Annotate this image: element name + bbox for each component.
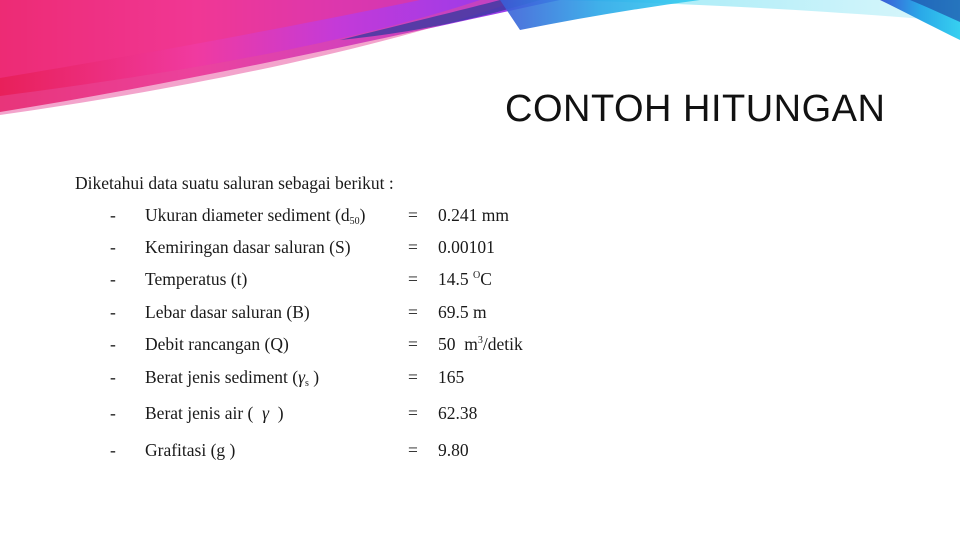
list-item bbox=[0, 205, 960, 237]
slide-title: CONTOH HITUNGAN bbox=[505, 88, 886, 130]
bullet-dash: - bbox=[110, 403, 116, 423]
row-value: 0.241 mm bbox=[438, 205, 509, 225]
row-value: 165 bbox=[438, 367, 465, 387]
row-label: Kemiringan dasar saluran (S) bbox=[145, 237, 351, 257]
list-item bbox=[0, 440, 960, 472]
row-value: 50 $m^3$/detik bbox=[438, 334, 523, 354]
equals-sign: = bbox=[408, 440, 418, 460]
equals-sign: = bbox=[408, 367, 418, 387]
bullet-dash: - bbox=[110, 302, 116, 322]
row-label: Ukuran diameter sediment $(d_{50})$ bbox=[145, 205, 366, 227]
equals-sign: = bbox=[408, 334, 418, 354]
row-label: Debit rancangan (Q) bbox=[145, 334, 289, 354]
bullet-dash: - bbox=[110, 440, 116, 460]
list-item bbox=[0, 367, 960, 399]
row-label: Lebar dasar saluran (B) bbox=[145, 302, 310, 322]
list-item bbox=[0, 269, 960, 301]
row-label: Berat jenis air ( γ ) bbox=[145, 403, 284, 423]
row-value: 14.5 $^O$C bbox=[438, 269, 492, 289]
bullet-dash: - bbox=[110, 367, 116, 387]
bullet-dash: - bbox=[110, 205, 116, 225]
equals-sign: = bbox=[408, 302, 418, 322]
equals-sign: = bbox=[408, 269, 418, 289]
list-item bbox=[0, 403, 960, 435]
row-label: Berat jenis sediment ($\gamma_s$ ) bbox=[145, 367, 320, 389]
row-value: 0.00101 bbox=[438, 237, 495, 257]
list-item bbox=[0, 237, 960, 269]
row-value: 62.38 bbox=[438, 403, 478, 423]
equals-sign: = bbox=[408, 237, 418, 257]
bullet-dash: - bbox=[110, 237, 116, 257]
row-label: Grafitasi (g ) bbox=[145, 440, 236, 460]
intro-text: Diketahui data suatu saluran sebagai berikut : bbox=[75, 173, 394, 193]
row-value: 69.5 m bbox=[438, 302, 487, 322]
bullet-dash: - bbox=[110, 269, 116, 289]
row-value: 9.80 bbox=[438, 440, 469, 460]
equals-sign: = bbox=[408, 205, 418, 225]
equals-sign: = bbox=[408, 403, 418, 423]
list-item bbox=[0, 334, 960, 366]
row-label: Temperatus (t) bbox=[145, 269, 248, 289]
list-item bbox=[0, 302, 960, 334]
bullet-dash: - bbox=[110, 334, 116, 354]
